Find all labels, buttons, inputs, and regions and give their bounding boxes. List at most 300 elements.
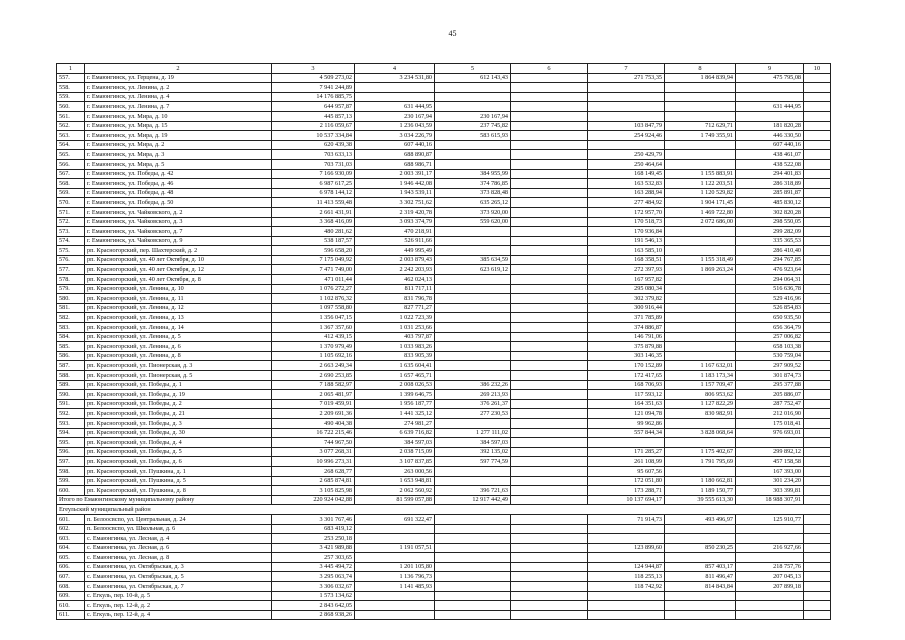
table-cell: 607 440,16	[355, 140, 435, 150]
table-cell	[435, 236, 511, 246]
table-row	[57, 150, 831, 160]
table-cell	[435, 342, 511, 352]
table-cell: рп. Красногорский, ул. Победы, д. 3	[85, 418, 272, 428]
table-cell: 578.	[57, 275, 85, 285]
table-cell: п. Белоосвспо, ул. Центральная, д. 24	[85, 514, 272, 524]
table-cell	[435, 466, 511, 476]
table-cell: 485 830,12	[736, 198, 804, 208]
table-cell: 274 981,27	[355, 418, 435, 428]
table-cell	[511, 198, 588, 208]
table-cell: 1 183 173,34	[665, 371, 736, 381]
table-cell	[804, 217, 831, 227]
table-cell	[511, 495, 588, 505]
table-cell: 3 077 268,31	[272, 447, 355, 457]
table-cell: рп. Красногорский, ул. Победы, д. 1	[85, 380, 272, 390]
table-cell	[511, 476, 588, 486]
table-row	[57, 294, 831, 304]
table-cell: 301 874,73	[736, 371, 804, 381]
table-row	[57, 409, 831, 419]
table-cell	[435, 610, 511, 620]
table-cell	[804, 227, 831, 237]
table-cell: 7 188 582,97	[272, 380, 355, 390]
table-cell: 490 404,38	[272, 418, 355, 428]
table-cell	[511, 150, 588, 160]
table-cell: 335 365,53	[736, 236, 804, 246]
table-cell: 1 441 325,12	[355, 409, 435, 419]
table-cell	[804, 428, 831, 438]
table-cell: 3 301 767,46	[272, 514, 355, 524]
table-row	[57, 534, 831, 544]
table-cell: 205 886,07	[736, 390, 804, 400]
table-cell	[511, 390, 588, 400]
table-row	[57, 447, 831, 457]
table-cell: 703 633,13	[272, 150, 355, 160]
table-cell	[804, 534, 831, 544]
table-cell	[736, 591, 804, 601]
table-cell	[511, 207, 588, 217]
table-cell	[665, 438, 736, 448]
table-cell	[511, 409, 588, 419]
table-cell: 595.	[57, 438, 85, 448]
table-cell	[804, 572, 831, 582]
table-cell: г. Емаюнгинск, ул. Чайковского, д. 7	[85, 227, 272, 237]
table-cell: 438 522,08	[736, 159, 804, 169]
table-cell: 593.	[57, 418, 85, 428]
table-cell: 830 982,91	[665, 409, 736, 419]
table-cell: 1 904 171,45	[665, 198, 736, 208]
table-row	[57, 303, 831, 313]
table-cell: 3 105 825,98	[272, 486, 355, 496]
table-cell	[804, 188, 831, 198]
table-cell: 1 155 318,49	[665, 255, 736, 265]
table-cell: 574.	[57, 236, 85, 246]
table-cell: 374 786,85	[435, 179, 511, 189]
table-cell: 1 127 822,29	[665, 399, 736, 409]
table-cell: 1 097 558,80	[272, 303, 355, 313]
table-cell	[804, 332, 831, 342]
table-cell: 10 537 334,84	[272, 131, 355, 141]
table-cell: 168 149,45	[588, 169, 665, 179]
table-cell	[804, 140, 831, 150]
table-cell: с. Емаюнгинка, ул. Лесная, д. 6	[85, 543, 272, 553]
table-cell	[435, 284, 511, 294]
table-cell: 172 417,65	[588, 371, 665, 381]
table-cell	[804, 399, 831, 409]
table-cell: 237 745,82	[435, 121, 511, 131]
table-cell: 561.	[57, 111, 85, 121]
table-cell: 573.	[57, 227, 85, 237]
table-cell	[665, 323, 736, 333]
table-cell: с. Емаюнгинка, ул. Октябрьская, д. 7	[85, 582, 272, 592]
table-cell	[435, 246, 511, 256]
table-cell: 449 995,49	[355, 246, 435, 256]
table-cell: 3 034 226,79	[355, 131, 435, 141]
table-cell: 124 944,87	[588, 562, 665, 572]
table-cell	[736, 83, 804, 93]
table-row	[57, 361, 831, 371]
table-cell: 1 943 539,11	[355, 188, 435, 198]
table-row	[57, 476, 831, 486]
table-cell: 457 158,58	[736, 457, 804, 467]
table-cell: 583.	[57, 323, 85, 333]
table-cell	[511, 83, 588, 93]
table-cell: 1 141 485,93	[355, 582, 435, 592]
table-cell: 1	[57, 64, 85, 74]
table-cell	[511, 601, 588, 611]
table-cell: рп. Красногорский, ул. Победы, д. 4	[85, 438, 272, 448]
table-cell: 286 318,89	[736, 179, 804, 189]
table-cell: 2 319 420,78	[355, 207, 435, 217]
table-cell	[804, 207, 831, 217]
table-cell: рп. Красногорский, ул. 40 лет Октября, д. 8	[85, 275, 272, 285]
table-cell: 181 820,28	[736, 121, 804, 131]
table-cell	[511, 582, 588, 592]
table-cell: 16 722 215,46	[272, 428, 355, 438]
table-cell: 744 967,50	[272, 438, 355, 448]
table-cell: рп. Красногорский, ул. 40 лет Октября, д. 12	[85, 265, 272, 275]
table-cell: 557.	[57, 73, 85, 83]
table-row	[57, 438, 831, 448]
table-cell	[511, 351, 588, 361]
table-cell	[511, 332, 588, 342]
table-cell: рп. Красногорский, ул. 40 лет Октября, д. 10	[85, 255, 272, 265]
table-cell: 167 957,82	[588, 275, 665, 285]
table-cell: г. Емаюнгинск, ул. Мира, д. 3	[85, 150, 272, 160]
table-cell	[804, 323, 831, 333]
table-cell: 565.	[57, 150, 85, 160]
table-cell: 168 358,51	[588, 255, 665, 265]
table-cell: 1 370 979,49	[272, 342, 355, 352]
table-cell	[736, 438, 804, 448]
table-cell: 1 864 839,94	[665, 73, 736, 83]
table-cell	[804, 73, 831, 83]
table-cell: г. Емаюнгинск, ул. Мира, д. 5	[85, 159, 272, 169]
table-cell: 81 599 057,88	[355, 495, 435, 505]
table-cell: 1 657 465,71	[355, 371, 435, 381]
table-cell	[435, 572, 511, 582]
table-cell: г. Емаюнгинск, ул. Чайковского, д. 9	[85, 236, 272, 246]
table-cell: 516 636,78	[736, 284, 804, 294]
table-cell: 480 281,62	[272, 227, 355, 237]
table-cell	[511, 227, 588, 237]
table-cell	[511, 457, 588, 467]
table-row	[57, 92, 831, 102]
table-cell: 163 288,94	[588, 188, 665, 198]
table-cell: 526 854,83	[736, 303, 804, 313]
table-cell	[804, 562, 831, 572]
table-cell: 7	[588, 64, 665, 74]
table-cell: 10	[804, 64, 831, 74]
table-cell: 538 187,57	[272, 236, 355, 246]
table-cell	[804, 418, 831, 428]
table-cell: 557 844,34	[588, 428, 665, 438]
table-cell: г. Емаюнгинск, ул. Чайковского, д. 3	[85, 217, 272, 227]
table-cell: 299 282,09	[736, 227, 804, 237]
table-cell: 301 234,20	[736, 476, 804, 486]
table-cell	[511, 131, 588, 141]
table-cell: 1 573 134,62	[272, 591, 355, 601]
table-cell: 384 597,03	[355, 438, 435, 448]
table-cell: 635 265,12	[435, 198, 511, 208]
table-cell	[804, 294, 831, 304]
table-cell	[435, 294, 511, 304]
table-cell	[665, 332, 736, 342]
table-row	[57, 601, 831, 611]
table-cell: 631 444,95	[736, 102, 804, 112]
table-cell: рп. Красногорский, ул. Ленина, д. 12	[85, 303, 272, 313]
table-cell: 588.	[57, 371, 85, 381]
table-cell: рп. Красногорский, ул. Ленина, д. 5	[85, 332, 272, 342]
table-cell	[588, 553, 665, 563]
table-cell: 582.	[57, 313, 85, 323]
table-cell: 1 399 646,75	[355, 390, 435, 400]
table-cell	[665, 236, 736, 246]
table-cell: рп. Красногорский, ул. Ленина, д. 11	[85, 294, 272, 304]
table-cell: 297 909,52	[736, 361, 804, 371]
table-cell: 563.	[57, 131, 85, 141]
table-cell	[511, 323, 588, 333]
table-cell	[511, 466, 588, 476]
table-cell	[665, 466, 736, 476]
table-cell	[355, 553, 435, 563]
table-cell: 833 905,39	[355, 351, 435, 361]
table-cell: 575.	[57, 246, 85, 256]
table-cell: г. Емаюнгинск, ул. Мира, д. 19	[85, 131, 272, 141]
table-cell: 526 911,66	[355, 236, 435, 246]
table-cell: 302 820,28	[736, 207, 804, 217]
table-cell	[665, 342, 736, 352]
table-cell: 567.	[57, 169, 85, 179]
table-cell	[511, 591, 588, 601]
table-cell: рп. Красногорский, ул. Ленина, д. 13	[85, 313, 272, 323]
table-cell: 207 899,18	[736, 582, 804, 592]
table-cell: 385 634,59	[435, 255, 511, 265]
table-cell: 295 377,88	[736, 380, 804, 390]
table-cell: 2 663 249,34	[272, 361, 355, 371]
table-cell	[736, 524, 804, 534]
table-cell: 529 416,96	[736, 294, 804, 304]
table-cell: 71 914,73	[588, 514, 665, 524]
table-cell	[511, 294, 588, 304]
table-cell	[435, 83, 511, 93]
table-cell	[665, 275, 736, 285]
table-cell	[736, 553, 804, 563]
table-cell: 271 753,35	[588, 73, 665, 83]
table-cell: 384 597,03	[435, 438, 511, 448]
table-cell: 121 094,78	[588, 409, 665, 419]
table-cell: 261 108,99	[588, 457, 665, 467]
table-cell: 571.	[57, 207, 85, 217]
table-cell: 560.	[57, 102, 85, 112]
table-cell	[804, 102, 831, 112]
table-cell	[511, 610, 588, 620]
table-row	[57, 217, 831, 227]
table-cell	[435, 332, 511, 342]
table-cell: 294 401,83	[736, 169, 804, 179]
table-cell: 1 869 263,24	[665, 265, 736, 275]
table-row	[57, 562, 831, 572]
table-cell: рп. Красногорский, ул. Ленина, д. 8	[85, 351, 272, 361]
table-cell	[665, 601, 736, 611]
table-cell	[588, 111, 665, 121]
table-cell	[511, 524, 588, 534]
table-cell	[435, 582, 511, 592]
table-cell: 1 946 442,08	[355, 179, 435, 189]
table-cell: 172 957,70	[588, 207, 665, 217]
table-cell	[435, 562, 511, 572]
table-cell	[665, 524, 736, 534]
table-cell: 5	[435, 64, 511, 74]
table-cell: 1 155 883,91	[665, 169, 736, 179]
table-cell: 576.	[57, 255, 85, 265]
table-cell: 597.	[57, 457, 85, 467]
table-cell: 6 639 716,82	[355, 428, 435, 438]
table-cell: 2 661 431,91	[272, 207, 355, 217]
table-cell: 569.	[57, 188, 85, 198]
table-cell: 587.	[57, 361, 85, 371]
table-cell: 2 116 059,67	[272, 121, 355, 131]
table-cell	[804, 361, 831, 371]
table-row	[57, 265, 831, 275]
table-cell	[435, 371, 511, 381]
table-cell: 272 397,93	[588, 265, 665, 275]
table-row	[57, 111, 831, 121]
table-cell: с. Егкуль, пер. 12-й, д. 4	[85, 610, 272, 620]
table-row	[57, 188, 831, 198]
table-cell: 294 064,31	[736, 275, 804, 285]
table-cell	[435, 159, 511, 169]
table-cell	[355, 83, 435, 93]
table-cell: 596 658,20	[272, 246, 355, 256]
table-cell: 2 685 874,81	[272, 476, 355, 486]
table-cell	[588, 610, 665, 620]
table-cell	[804, 447, 831, 457]
table-cell	[804, 275, 831, 285]
table-cell	[355, 610, 435, 620]
table-cell: 163 585,10	[588, 246, 665, 256]
table-row	[57, 323, 831, 333]
table-cell: 14 176 885,75	[272, 92, 355, 102]
table-row	[57, 140, 831, 150]
table-cell: 163 532,83	[588, 179, 665, 189]
table-cell	[804, 121, 831, 131]
table-cell	[435, 476, 511, 486]
table-cell: 579.	[57, 284, 85, 294]
table-cell	[355, 601, 435, 611]
table-cell: 558.	[57, 83, 85, 93]
table-cell	[804, 610, 831, 620]
table-cell: 612 143,43	[435, 73, 511, 83]
table-cell	[804, 466, 831, 476]
table-row	[57, 169, 831, 179]
table-row	[57, 255, 831, 265]
table-cell: 601.	[57, 514, 85, 524]
table-cell	[511, 562, 588, 572]
table-cell: 371 785,89	[588, 313, 665, 323]
table-cell: 2 242 203,93	[355, 265, 435, 275]
table-cell: 6 978 144,12	[272, 188, 355, 198]
table-cell: 1 635 604,41	[355, 361, 435, 371]
table-cell: 287 752,47	[736, 399, 804, 409]
table-cell: 831 796,78	[355, 294, 435, 304]
table-cell: с. Емаюнгинка, ул. Лесная, д. 4	[85, 534, 272, 544]
table-cell: г. Емаюнгинск, ул. Ленина, д. 2	[85, 83, 272, 93]
table-cell	[804, 169, 831, 179]
table-row	[57, 102, 831, 112]
table-cell: 117 593,12	[588, 390, 665, 400]
table-cell	[511, 179, 588, 189]
table-cell: 396 721,63	[435, 486, 511, 496]
table-cell	[804, 380, 831, 390]
table-cell: 3 421 989,88	[272, 543, 355, 553]
table-cell: 300 916,44	[588, 303, 665, 313]
table-cell	[588, 83, 665, 93]
table-cell: 7 471 749,00	[272, 265, 355, 275]
table-cell	[804, 438, 831, 448]
table-cell: 596.	[57, 447, 85, 457]
table-row	[57, 486, 831, 496]
table-cell: 471 011,44	[272, 275, 355, 285]
table-cell: 303 146,35	[588, 351, 665, 361]
table-cell	[804, 476, 831, 486]
table-cell: 594.	[57, 428, 85, 438]
table-cell	[355, 92, 435, 102]
table-row	[57, 236, 831, 246]
table-cell: 607.	[57, 572, 85, 582]
table-cell: рп. Красногорский, ул. Победы, д. 30	[85, 428, 272, 438]
table-row	[57, 313, 831, 323]
table-cell	[511, 217, 588, 227]
table-cell	[804, 131, 831, 141]
table-cell	[804, 409, 831, 419]
table-cell	[665, 418, 736, 428]
table-row	[57, 83, 831, 93]
table-cell: 658 103,38	[736, 342, 804, 352]
table-cell	[804, 601, 831, 611]
table-row	[57, 399, 831, 409]
table-cell	[665, 111, 736, 121]
table-cell	[665, 83, 736, 93]
table-row	[57, 466, 831, 476]
table-cell: 218 757,76	[736, 562, 804, 572]
table-cell: 462 024,13	[355, 275, 435, 285]
table-cell: г. Емаюнгинск, ул. Победы, д. 46	[85, 179, 272, 189]
table-cell: 3 234 531,80	[355, 73, 435, 83]
table-cell: 4 509 273,02	[272, 73, 355, 83]
table-row	[57, 428, 831, 438]
table-cell: 172 051,80	[588, 476, 665, 486]
table-cell: 1 180 662,81	[665, 476, 736, 486]
table-cell	[804, 591, 831, 601]
table-cell: 623 619,12	[435, 265, 511, 275]
table-cell	[435, 351, 511, 361]
table-cell	[355, 534, 435, 544]
table-cell	[665, 92, 736, 102]
table-cell	[355, 524, 435, 534]
table-row	[57, 275, 831, 285]
table-cell: 607 440,16	[736, 140, 804, 150]
table-cell	[665, 313, 736, 323]
table-cell: 168 706,93	[588, 380, 665, 390]
table-cell	[736, 534, 804, 544]
table-cell: 7 166 930,09	[272, 169, 355, 179]
table-cell	[588, 438, 665, 448]
table-cell	[435, 140, 511, 150]
table-cell: 175 018,41	[736, 418, 804, 428]
table-cell: 3 445 494,72	[272, 562, 355, 572]
table-cell: 1 956 187,77	[355, 399, 435, 409]
table-row	[57, 131, 831, 141]
